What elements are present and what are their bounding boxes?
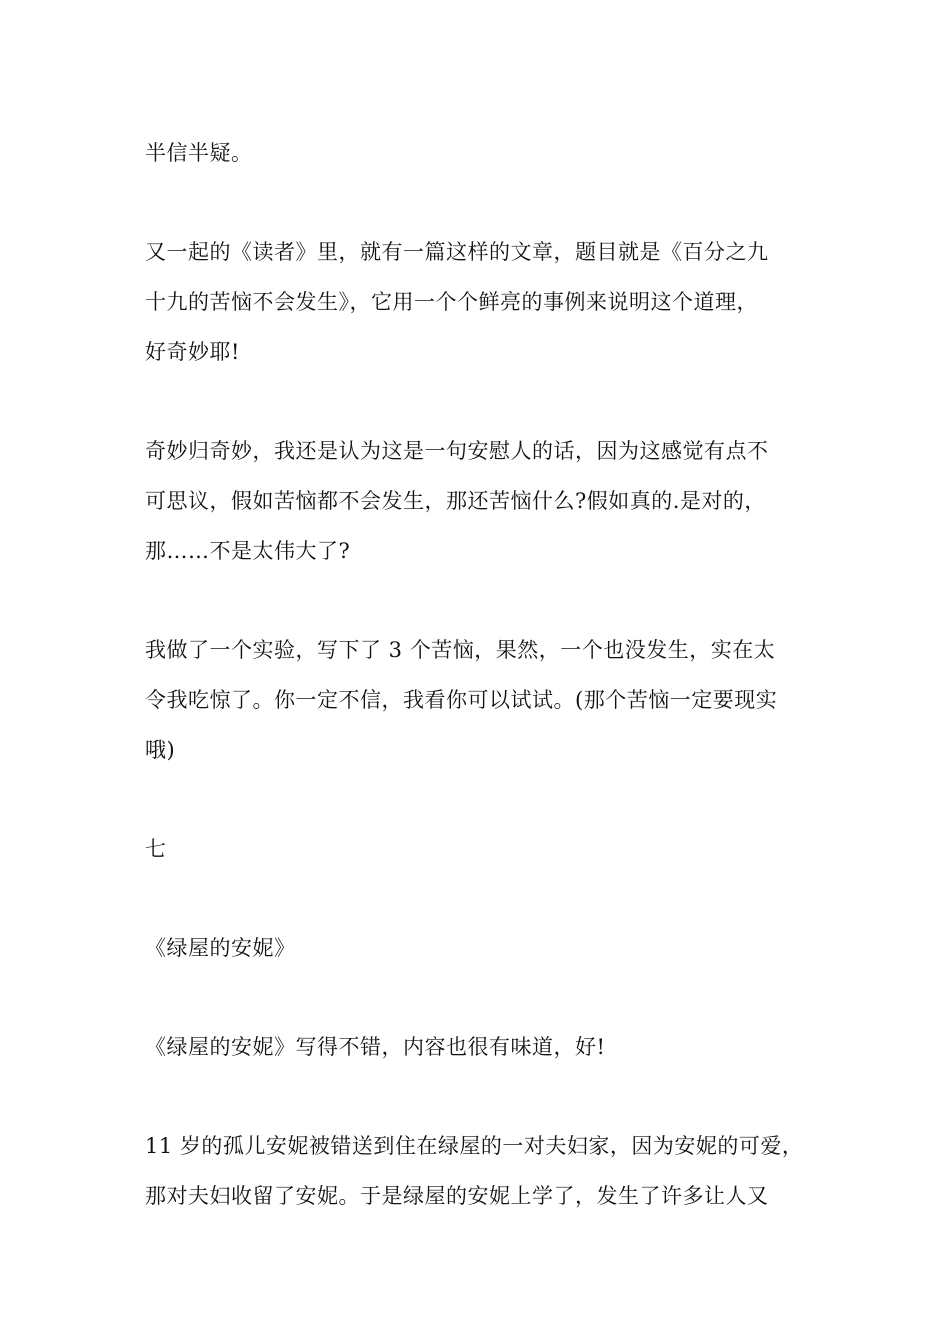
text-line: 令我吃惊了。你一定不信，我看你可以试试。(那个苦恼一定要现实 — [145, 688, 778, 712]
text-line: 十九的苦恼不会发生》，它用一个个鲜亮的事例来说明这个道理， — [145, 290, 758, 314]
text-line: 哦) — [145, 738, 176, 762]
text-line: 又一起的《读者》里，就有一篇这样的文章，题目就是《百分之九 — [145, 240, 769, 264]
section-title: 《绿屋的安妮》 — [145, 936, 296, 960]
text-line: 可思议，假如苦恼都不会发生，那还苦恼什么?假如真的.是对的， — [145, 489, 766, 513]
text-line: 半信半疑。 — [145, 141, 253, 165]
section-number: 七 — [145, 837, 167, 861]
text-line: 11 岁的孤儿安妮被错送到住在绿屋的一对夫妇家，因为安妮的可爱， — [145, 1134, 804, 1158]
text-line: 《绿屋的安妮》写得不错，内容也很有味道，好! — [145, 1035, 606, 1059]
text-line: 那……不是太伟大了? — [145, 539, 351, 563]
text-line: 我做了一个实验，写下了 3 个苦恼，果然，一个也没发生，实在太 — [145, 638, 776, 662]
text-line: 奇妙归奇妙，我还是认为这是一句安慰人的话，因为这感觉有点不 — [145, 439, 769, 463]
text-line: 好奇妙耶! — [145, 340, 240, 364]
text-line: 那对夫妇收留了安妮。于是绿屋的安妮上学了，发生了许多让人又 — [145, 1184, 769, 1208]
